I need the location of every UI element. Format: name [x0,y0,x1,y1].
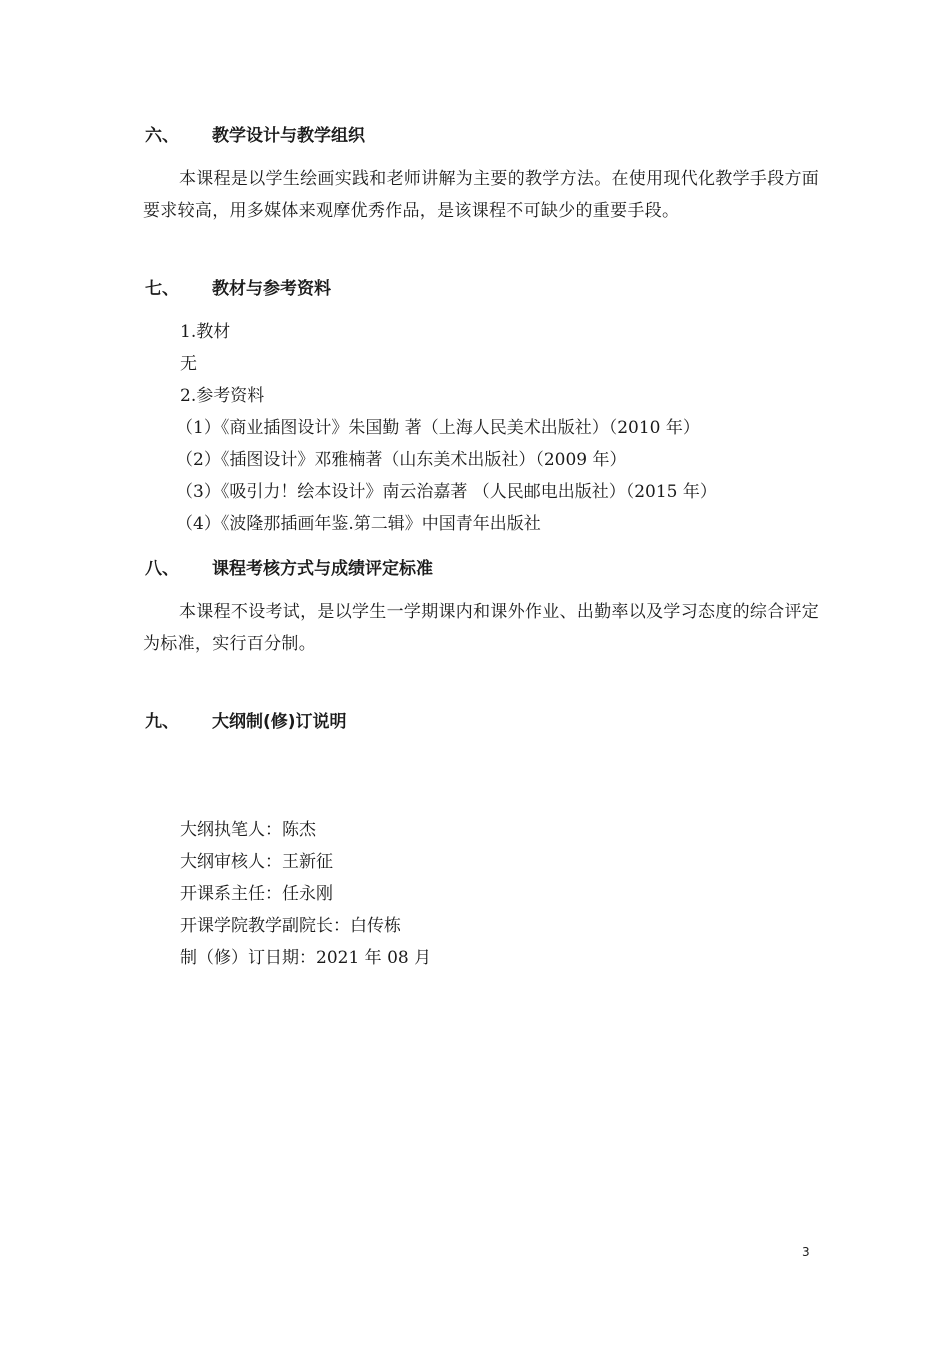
section-9-title: 大纲制(修)订说明 [212,712,347,732]
section-8-title: 课程考核方式与成绩评定标准 [212,559,433,579]
page-number: 3 [802,1245,810,1259]
section-8-heading [145,558,433,580]
references-label: 2.参考资料 [180,386,265,406]
signature-vice-dean: 开课学院教学副院长：白传栋 [180,916,401,936]
section-6-heading [145,125,365,147]
textbook-label: 1.教材 [180,322,231,342]
signature-department-head: 开课系主任：任永刚 [180,884,333,904]
textbook-value: 无 [180,354,197,374]
reference-item: （3）《吸引力！绘本设计》南云治嘉著 （人民邮电出版社）（2015 年） [176,482,717,502]
section-8-paragraph: 本课程不设考试，是以学生一学期课内和课外作业、出勤率以及学习态度的综合评定为标准，实行百分制。 [143,602,820,654]
reference-item: （1）《商业插图设计》朱国勤 著（上海人民美术出版社）（2010 年） [176,418,700,438]
revision-date: 制（修）订日期：2021 年 08 月 [180,948,432,968]
section-7-heading [145,278,331,300]
reference-item: （4）《波隆那插画年鉴.第二辑》中国青年出版社 [176,514,541,534]
section-9-heading [145,711,347,733]
section-9-number: 九、 [145,712,179,732]
section-7-title: 教材与参考资料 [212,279,331,299]
section-6-number: 六、 [145,126,179,146]
section-7-number: 七、 [145,279,179,299]
signature-author: 大纲执笔人：陈杰 [180,820,316,840]
section-6-paragraph: 本课程是以学生绘画实践和老师讲解为主要的教学方法。在使用现代化教学手段方面要求较高，用多媒体来观摩优秀作品，是该课程不可缺少的重要手段。 [143,169,820,221]
reference-item: （2）《插图设计》邓雅楠著（山东美术出版社）（2009 年） [176,450,627,470]
signature-reviewer: 大纲审核人：王新征 [180,852,333,872]
section-8-number: 八、 [145,559,179,579]
section-6-title: 教学设计与教学组织 [212,126,365,146]
